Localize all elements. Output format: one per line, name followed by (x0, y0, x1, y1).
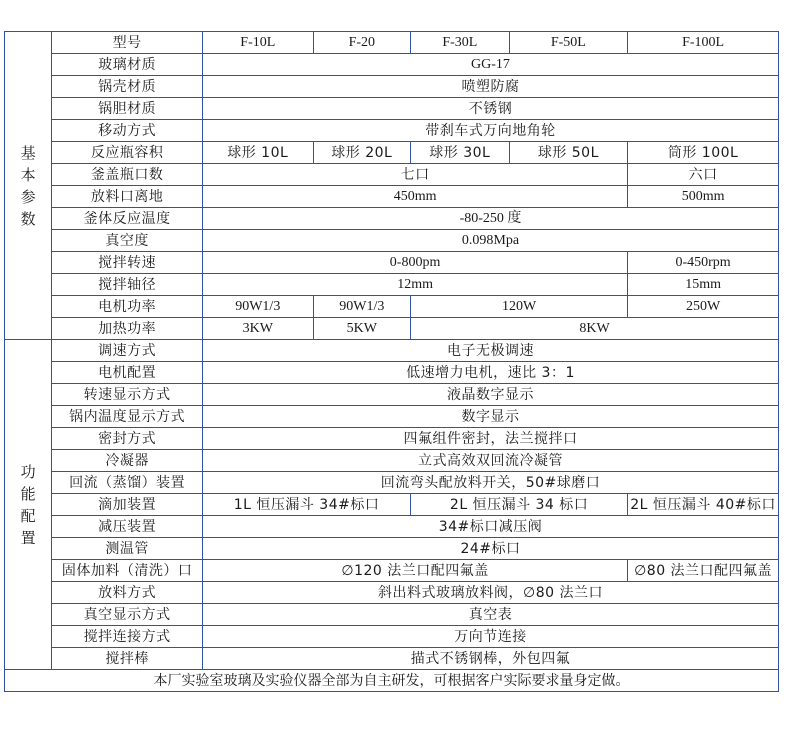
row-condenser (5, 450, 779, 472)
row-value: 万向节连接 (203, 626, 779, 648)
row-dropping (5, 494, 779, 516)
row-label: 放料方式 (52, 582, 203, 604)
row-temp-disp (5, 406, 779, 428)
row-value: 四氟组件密封，法兰搅拌口 (203, 428, 779, 450)
cell-value: 0-800pm (203, 252, 628, 274)
row-value: 斜出料式玻璃放料阀，∅80 法兰口 (203, 582, 779, 604)
model-f10l: F-10L (203, 32, 314, 54)
row-value: 液晶数字显示 (203, 384, 779, 406)
row-label: 搅拌棒 (52, 648, 203, 670)
row-label: 锅壳材质 (52, 76, 203, 98)
row-value: 电子无极调速 (203, 340, 779, 362)
footer-note: 本厂实验室玻璃及实验仪器全部为自主研发，可根据客户实际要求量身定做。 (5, 670, 779, 692)
row-speed (5, 252, 779, 274)
cell-value: 5KW (313, 318, 411, 340)
cell-value: 90W1/3 (203, 296, 314, 318)
row-label: 移动方式 (52, 120, 203, 142)
row-thermo (5, 538, 779, 560)
row-value: -80-250 度 (203, 208, 779, 230)
row-vac-disp (5, 604, 779, 626)
row-motor-cfg (5, 362, 779, 384)
row-volume (5, 142, 779, 164)
row-temp (5, 208, 779, 230)
row-value: 24#标口 (203, 538, 779, 560)
row-value: 数字显示 (203, 406, 779, 428)
model-f20: F-20 (313, 32, 411, 54)
row-value: 描式不锈钢棒，外包四氟 (203, 648, 779, 670)
cell-value: 0-450rpm (628, 252, 779, 274)
cell-value: 六口 (628, 164, 779, 186)
row-heat (5, 318, 779, 340)
cell-value: 筒形 100L (628, 142, 779, 164)
row-value: 不锈钢 (203, 98, 779, 120)
footer-row (5, 670, 779, 692)
cell-value: 15mm (628, 274, 779, 296)
cell-value: 球形 20L (313, 142, 411, 164)
row-discharge (5, 582, 779, 604)
row-label: 搅拌轴径 (52, 274, 203, 296)
model-f50l: F-50L (509, 32, 628, 54)
row-shell (5, 76, 779, 98)
row-label: 真空度 (52, 230, 203, 252)
row-label: 密封方式 (52, 428, 203, 450)
row-value: 真空表 (203, 604, 779, 626)
row-value: 低速增力电机，速比 3：1 (203, 362, 779, 384)
row-value: GG-17 (203, 54, 779, 76)
model-f30l: F-30L (411, 32, 510, 54)
cell-value: 90W1/3 (313, 296, 411, 318)
row-moving (5, 120, 779, 142)
cell-value: 2L 恒压漏斗 40#标口 (628, 494, 779, 516)
group-function-label: 功 能 配 置 (5, 340, 52, 670)
cell-value: 球形 10L (203, 142, 314, 164)
row-speed-ctrl (5, 340, 779, 362)
cell-value: 3KW (203, 318, 314, 340)
cell-value: 8KW (411, 318, 779, 340)
row-label: 电机功率 (52, 296, 203, 318)
row-label: 回流（蒸馏）装置 (52, 472, 203, 494)
row-glass (5, 54, 779, 76)
row-stir-conn (5, 626, 779, 648)
cell-value: 球形 30L (411, 142, 510, 164)
row-shaft (5, 274, 779, 296)
row-value: 喷塑防腐 (203, 76, 779, 98)
cell-value: ∅120 法兰口配四氟盖 (203, 560, 628, 582)
row-label: 转速显示方式 (52, 384, 203, 406)
group-basic-label: 基 本 参 数 (5, 32, 52, 340)
row-value: 立式高效双回流冷凝管 (203, 450, 779, 472)
cell-value: 450mm (203, 186, 628, 208)
spec-table (4, 31, 779, 692)
model-f100l: F-100L (628, 32, 779, 54)
row-label: 调速方式 (52, 340, 203, 362)
cell-value: 七口 (203, 164, 628, 186)
row-label: 反应瓶容积 (52, 142, 203, 164)
row-vacuum (5, 230, 779, 252)
row-value: 带刹车式万向地角轮 (203, 120, 779, 142)
row-speed-disp (5, 384, 779, 406)
cell-value: 500mm (628, 186, 779, 208)
row-label: 加热功率 (52, 318, 203, 340)
row-label: 搅拌连接方式 (52, 626, 203, 648)
row-label: 冷凝器 (52, 450, 203, 472)
row-reducer (5, 516, 779, 538)
row-label: 固体加料（清洗）口 (52, 560, 203, 582)
row-ports (5, 164, 779, 186)
cell-value: 12mm (203, 274, 628, 296)
row-liner (5, 98, 779, 120)
row-seal (5, 428, 779, 450)
row-label: 放料口离地 (52, 186, 203, 208)
row-label: 玻璃材质 (52, 54, 203, 76)
row-label: 测温管 (52, 538, 203, 560)
row-value: 34#标口减压阀 (203, 516, 779, 538)
row-label: 减压装置 (52, 516, 203, 538)
cell-value: 1L 恒压漏斗 34#标口 (203, 494, 411, 516)
header-label: 型号 (52, 32, 203, 54)
row-label: 锅内温度显示方式 (52, 406, 203, 428)
cell-value: 250W (628, 296, 779, 318)
row-stir-rod (5, 648, 779, 670)
row-label: 滴加装置 (52, 494, 203, 516)
cell-value: 2L 恒压漏斗 34 标口 (411, 494, 628, 516)
row-reflux (5, 472, 779, 494)
row-label: 真空显示方式 (52, 604, 203, 626)
row-label: 锅胆材质 (52, 98, 203, 120)
cell-value: ∅80 法兰口配四氟盖 (628, 560, 779, 582)
row-value: 0.098Mpa (203, 230, 779, 252)
row-solid (5, 560, 779, 582)
header-row (5, 32, 779, 54)
row-label: 电机配置 (52, 362, 203, 384)
row-motor (5, 296, 779, 318)
cell-value: 球形 50L (509, 142, 628, 164)
cell-value: 120W (411, 296, 628, 318)
row-value: 回流弯头配放料开关，50#球磨口 (203, 472, 779, 494)
row-label: 釜盖瓶口数 (52, 164, 203, 186)
row-label: 釜体反应温度 (52, 208, 203, 230)
row-label: 搅拌转速 (52, 252, 203, 274)
row-outlet (5, 186, 779, 208)
